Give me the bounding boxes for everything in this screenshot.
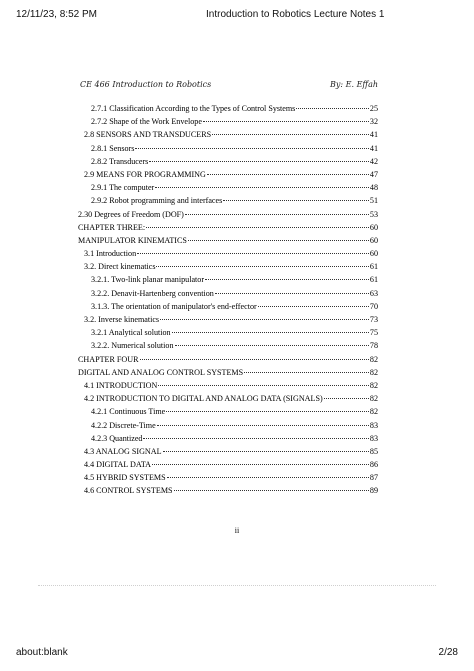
toc-entry-title: CHAPTER FOUR [78, 354, 139, 364]
toc-entry-title: 3.1 Introduction [84, 249, 137, 259]
toc-dot-leader [172, 323, 369, 333]
toc-entry-page: 78 [369, 341, 378, 351]
toc-entry-title: 3.2.1 Analytical solution [91, 328, 171, 338]
toc-entry-title: 4.2.2 Discrete-Time [91, 420, 156, 430]
toc-entry-title: 2.9.1 The computer [91, 183, 155, 193]
toc-entry-page: 75 [369, 328, 378, 338]
print-datetime: 12/11/23, 8:52 PM [16, 9, 97, 20]
toc-entry-page: 89 [369, 486, 378, 496]
toc-entry-page: 41 [369, 143, 378, 153]
toc-entry-page: 87 [369, 473, 378, 483]
toc-entry-title: 4.2.1 Continuous Time [91, 407, 166, 417]
toc-entry-page: 32 [369, 117, 378, 127]
toc-dot-leader [296, 99, 369, 109]
document-page-number: ii [234, 526, 240, 535]
toc-dot-leader [156, 257, 368, 267]
toc-entry-page: 83 [369, 420, 378, 430]
toc-dot-leader [137, 244, 369, 254]
toc-dot-leader [146, 218, 369, 228]
toc-entry-title: 2.30 Degrees of Freedom (DOF) [78, 209, 184, 219]
toc-entry-page: 25 [369, 104, 378, 113]
toc-dot-leader [175, 336, 369, 346]
toc-entry-title: 4.2 INTRODUCTION TO DIGITAL AND ANALOG DATA (SIGNALS) [84, 394, 323, 404]
toc-dot-leader [215, 284, 369, 294]
toc-entry-title: 2.8.1 Sensors [91, 143, 135, 153]
toc-entry-page: 86 [369, 460, 378, 470]
toc-entry-page: 82 [369, 354, 378, 364]
toc-dot-leader [188, 231, 369, 241]
print-page-title: Introduction to Robotics Lecture Notes 1 [206, 9, 385, 20]
toc-entry-page: 82 [369, 367, 378, 377]
toc-entry-title: 2.8 SENSORS AND TRANSDUCERS [84, 130, 212, 140]
document-running-header [80, 80, 378, 94]
toc-entry-title: 2.7.2 Shape of the Work Envelope [91, 117, 202, 127]
toc-entry-title: 3.2. Direct kinematics [84, 262, 156, 272]
toc-entry-title: 4.2.3 Quantized [91, 433, 143, 443]
print-url: about:blank [16, 647, 68, 658]
toc-entry-page: 60 [369, 222, 378, 232]
toc-entry-page: 82 [369, 407, 378, 417]
toc-dot-leader [258, 297, 369, 307]
toc-entry-title: 4.5 HYBRID SYSTEMS [84, 473, 166, 483]
course-title: CE 466 Introduction to Robotics [80, 80, 212, 89]
toc-entry-page: 53 [369, 209, 378, 219]
toc-entry [78, 483, 378, 496]
toc-entry-page: 47 [369, 169, 378, 179]
toc-dot-leader [324, 389, 369, 399]
toc-dot-leader [163, 442, 369, 452]
toc-entry-page: 73 [369, 315, 378, 324]
toc-dot-leader [166, 402, 369, 412]
toc-dot-leader [135, 139, 369, 149]
toc-dot-leader [167, 468, 369, 478]
toc-entry-title: MANIPULATOR KINEMATICS [78, 235, 187, 245]
toc-dot-leader [244, 363, 369, 373]
toc-entry-page: 60 [369, 249, 378, 259]
toc-entry-title: 3.2.2. Numerical solution [91, 341, 174, 351]
toc-entry-title: 2.9 MEANS FOR PROGRAMMING [84, 169, 206, 179]
toc-dot-leader [143, 429, 368, 439]
toc-entry-page: 48 [369, 183, 378, 193]
toc-dot-leader [223, 191, 369, 201]
toc-dot-leader [152, 455, 369, 465]
toc-entry-page: 61 [369, 275, 378, 285]
toc-dot-leader [155, 178, 369, 188]
toc-entry-page: 60 [369, 235, 378, 245]
toc-dot-leader [174, 481, 369, 491]
toc-entry-title: 4.3 ANALOG SIGNAL [84, 446, 162, 456]
toc-entry-title: 3.2.1. Two-link planar manipulator [91, 275, 205, 285]
footer-divider [38, 585, 436, 586]
toc-dot-leader [149, 152, 369, 162]
toc-entry-page: 83 [369, 433, 378, 443]
toc-entry-page: 82 [369, 394, 378, 404]
toc-dot-leader [205, 270, 369, 280]
toc-entry-title: 3.2.2. Denavit-Hartenberg convention [91, 288, 214, 298]
toc-entry-page: 63 [369, 288, 378, 298]
toc-entry-title: DIGITAL AND ANALOG CONTROL SYSTEMS [78, 367, 244, 377]
toc-entry-page: 61 [369, 262, 378, 272]
toc-entry-title: 4.1 INTRODUCTION [84, 380, 158, 390]
toc-dot-leader [185, 205, 369, 215]
toc-entry-page: 41 [369, 130, 378, 140]
toc-dot-leader [158, 376, 369, 386]
toc-entry-title: 2.7.1 Classification According to the Types of Control Systems [91, 104, 296, 113]
toc-entry-page: 70 [369, 301, 378, 311]
toc-entry-title: 3.2. Inverse kinematics [84, 315, 160, 324]
toc-entry-title: 2.8.2 Transducers [91, 156, 149, 166]
table-of-contents [78, 101, 378, 497]
toc-dot-leader [207, 165, 369, 175]
toc-entry-page: 51 [369, 196, 378, 206]
toc-dot-leader [160, 310, 369, 320]
print-page-count: 2/28 [438, 647, 458, 658]
author-label: By: E. Effah [330, 80, 378, 89]
toc-entry-page: 82 [369, 380, 378, 390]
print-header [0, 9, 474, 23]
toc-entry-page: 85 [369, 446, 378, 456]
toc-entry-title: 4.4 DIGITAL DATA [84, 460, 151, 470]
toc-entry-title: CHAPTER THREE: [78, 222, 146, 232]
toc-entry-title: 3.1.3. The orientation of manipulator's end-effector [91, 301, 257, 311]
toc-entry-title: 2.9.2 Robot programming and interfaces [91, 196, 223, 206]
toc-dot-leader [203, 112, 369, 122]
toc-dot-leader [212, 125, 369, 135]
toc-dot-leader [157, 416, 369, 426]
toc-entry-title: 4.6 CONTROL SYSTEMS [84, 486, 173, 496]
toc-dot-leader [140, 350, 369, 360]
toc-entry-page: 42 [369, 156, 378, 166]
